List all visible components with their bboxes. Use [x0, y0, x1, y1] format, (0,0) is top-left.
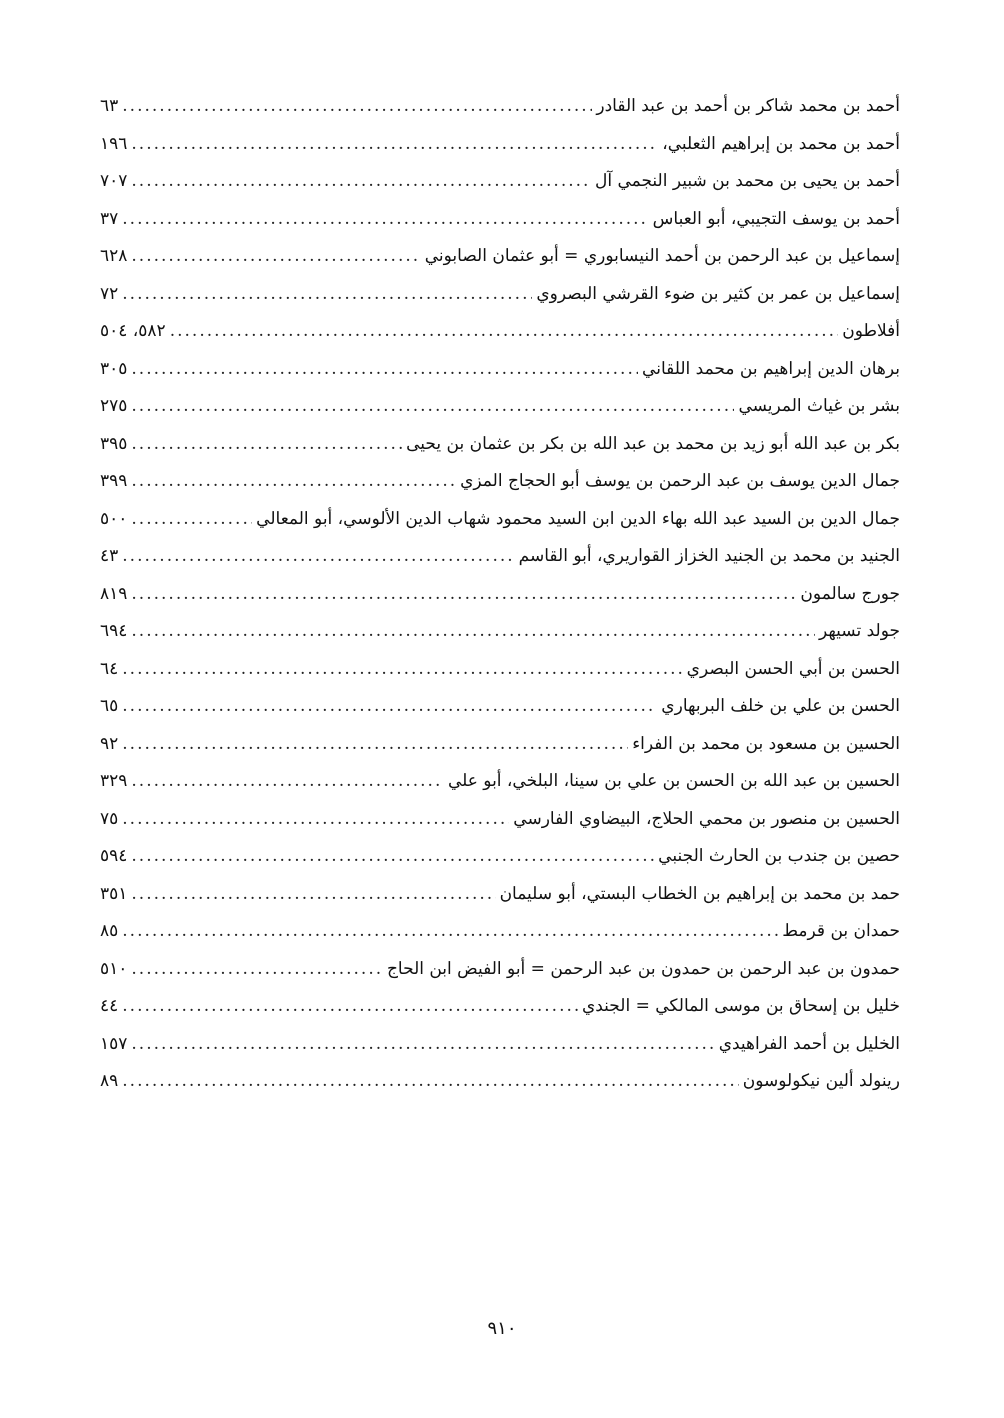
index-entry — [100, 538, 900, 576]
entry-name: بشر بن غياث المريسي — [738, 396, 900, 416]
entry-page-number: ٨٥ — [100, 921, 119, 941]
dot-leader — [122, 88, 592, 126]
entry-name: جمال الدين بن السيد عبد الله بهاء الدين ابن السيد محمود شهاب الدين الألوسي، أبو المعالي — [256, 508, 900, 529]
index-entry — [100, 1026, 900, 1064]
entry-page-number: ٣٥١ — [100, 883, 128, 904]
index-entry — [100, 763, 900, 801]
dot-leader — [131, 576, 796, 614]
dot-leader — [131, 763, 444, 801]
dot-leader — [122, 988, 578, 1026]
entry-page-number: ٧٥ — [100, 808, 119, 829]
entry-page-number: ٥٠٠ — [100, 508, 128, 529]
entry-name: الجنيد بن محمد بن الجنيد الخزاز القواريري، أبو القاسم — [518, 546, 900, 566]
dot-leader — [131, 501, 252, 539]
index-entry — [100, 951, 900, 989]
index-entry — [100, 913, 900, 951]
entry-page-number: ٤٣ — [100, 546, 119, 566]
entry-name: الحسن بن أبي الحسن البصري — [686, 658, 900, 679]
entry-name: جولد تسيهر — [818, 621, 900, 641]
entry-page-number: ٥٩٤ — [100, 846, 128, 866]
entry-name: حصين بن جندب بن الحارث الجنبي — [658, 846, 900, 866]
entry-name: برهان الدين إبراهيم بن محمد اللقاني — [642, 358, 900, 379]
entry-page-number: ٦٥ — [100, 696, 119, 716]
dot-leader — [122, 688, 657, 726]
dot-leader — [131, 163, 591, 201]
index-entry — [100, 388, 900, 426]
entry-name: بكر بن عبد الله أبو زيد بن محمد بن عبد الله بن بكر بن عثمان بن يحيى — [406, 433, 900, 454]
entry-page-number: ٦٩٤ — [100, 621, 128, 641]
dot-leader — [122, 1063, 738, 1101]
entry-page-number: ٧٢ — [100, 283, 119, 304]
entry-name: جورج سالمون — [800, 583, 900, 604]
dot-leader — [122, 651, 682, 689]
entry-name: إسماعيل بن عبد الرحمن بن أحمد النيسابوري = أبو عثمان الصابوني — [424, 246, 900, 266]
dot-leader — [131, 238, 420, 276]
dot-leader — [131, 351, 638, 389]
dot-leader — [131, 613, 815, 651]
entry-name: الحسن بن علي بن خلف البربهاري — [661, 696, 900, 716]
entry-name: الخليل بن أحمد الفراهيدي — [718, 1033, 900, 1054]
dot-leader — [122, 801, 509, 839]
dot-leader — [131, 126, 658, 164]
entry-page-number: ٦٤ — [100, 658, 119, 679]
dot-leader — [122, 276, 532, 314]
entry-name: أفلاطون — [842, 321, 900, 341]
page-number: ٩١٠ — [487, 1318, 517, 1339]
entry-page-number: ٣٢٩ — [100, 771, 128, 791]
entry-name: حمدون بن عبد الرحمن بن حمدون بن عبد الرحمن = أبو الفيض ابن الحاج — [386, 958, 900, 979]
entry-page-number: ٣٩٥ — [100, 433, 128, 454]
entry-page-number: ١٥٧ — [100, 1033, 128, 1054]
entry-name: أحمد بن يوسف التجيبي، أبو العباس — [652, 208, 900, 229]
entry-page-number: ٢٧٥ — [100, 396, 128, 416]
entry-page-number: ٧٠٧ — [100, 171, 128, 191]
entry-page-number: ٣٠٥ — [100, 358, 128, 379]
dot-leader — [170, 313, 839, 351]
entry-page-number: ٦٢٨ — [100, 246, 128, 266]
entry-page-number: ٣٧ — [100, 208, 119, 229]
dot-leader — [131, 388, 734, 426]
index-entry — [100, 576, 900, 614]
dot-leader — [122, 538, 514, 576]
dot-leader — [131, 838, 654, 876]
entry-name: أحمد بن يحيى بن محمد بن شبير النجمي آل — [594, 171, 900, 191]
entry-page-number: ٨٩ — [100, 1071, 119, 1091]
entry-name: جمال الدين يوسف بن عبد الرحمن بن يوسف أبو الحجاج المزي — [460, 471, 900, 491]
entry-name: رينولد ألين نيكولوسون — [742, 1071, 900, 1091]
index-entry — [100, 163, 900, 201]
index-entry — [100, 838, 900, 876]
index-entry — [100, 88, 900, 126]
entry-page-number: ٩٢ — [100, 733, 119, 754]
dot-leader — [122, 913, 778, 951]
index-entry — [100, 876, 900, 914]
entry-page-number: ٦٣ — [100, 96, 119, 116]
index-entry — [100, 651, 900, 689]
index-entry — [100, 501, 900, 539]
name-index-list — [100, 88, 900, 1101]
entry-name: خليل بن إسحاق بن موسى المالكي = الجندي — [581, 996, 900, 1016]
dot-leader — [131, 1026, 714, 1064]
index-entry — [100, 313, 900, 351]
index-entry — [100, 426, 900, 464]
entry-name: الحسين بن مسعود بن محمد بن الفراء — [632, 733, 900, 754]
entry-name: الحسين بن منصور بن محمي الحلاج، البيضاوي الفارسي — [513, 808, 900, 829]
entry-name: الحسين بن عبد الله بن الحسن بن علي بن سينا، البلخي، أبو علي — [447, 771, 900, 791]
entry-page-number: ١٩٦ — [100, 133, 128, 154]
index-entry — [100, 201, 900, 239]
index-entry — [100, 726, 900, 764]
entry-page-number: ٥٨٢، ٥٠٤ — [100, 321, 166, 341]
index-entry — [100, 126, 900, 164]
entry-page-number: ٣٩٩ — [100, 471, 128, 491]
index-entry — [100, 351, 900, 389]
dot-leader — [131, 951, 383, 989]
index-entry — [100, 1063, 900, 1101]
entry-name: حمدان بن قرمط — [782, 921, 900, 941]
index-entry — [100, 613, 900, 651]
entry-page-number: ٨١٩ — [100, 583, 128, 604]
index-entry — [100, 238, 900, 276]
entry-name: إسماعيل بن عمر بن كثير بن ضوء القرشي البصروي — [536, 283, 900, 304]
index-entry — [100, 988, 900, 1026]
dot-leader — [131, 463, 456, 501]
index-entry — [100, 688, 900, 726]
entry-name: أحمد بن محمد بن إبراهيم الثعلبي، — [662, 133, 900, 154]
index-entry — [100, 801, 900, 839]
dot-leader — [122, 726, 628, 764]
entry-name: أحمد بن محمد شاكر بن أحمد بن عبد القادر — [596, 96, 900, 116]
entry-name: حمد بن محمد بن إبراهيم بن الخطاب البستي، أبو سليمان — [499, 883, 900, 904]
dot-leader — [122, 201, 648, 239]
entry-page-number: ٤٤ — [100, 996, 119, 1016]
dot-leader — [131, 876, 495, 914]
index-entry — [100, 276, 900, 314]
entry-page-number: ٥١٠ — [100, 958, 128, 979]
dot-leader — [131, 426, 402, 464]
index-entry — [100, 463, 900, 501]
